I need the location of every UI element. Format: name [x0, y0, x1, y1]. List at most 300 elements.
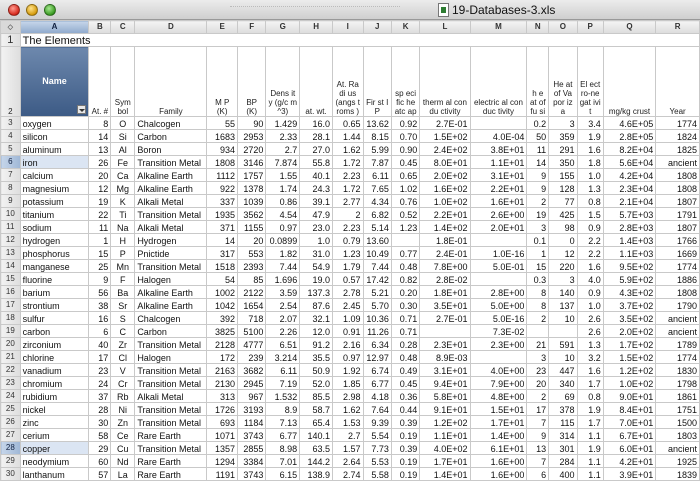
- data-cell[interactable]: 1861: [656, 390, 700, 403]
- data-cell[interactable]: 12.0: [300, 325, 333, 338]
- data-cell[interactable]: 2720: [237, 143, 265, 156]
- data-cell[interactable]: 0.19: [391, 468, 419, 481]
- data-cell[interactable]: 15: [527, 260, 549, 273]
- element-name-cell[interactable]: rubidium: [20, 390, 89, 403]
- data-cell[interactable]: 1.8E-01: [420, 234, 470, 247]
- row-header[interactable]: 7: [1, 169, 21, 182]
- column-header-b[interactable]: B: [89, 21, 111, 34]
- data-cell[interactable]: 8.9E-03: [420, 351, 470, 364]
- data-cell[interactable]: 5.7E+03: [603, 208, 655, 221]
- column-header-n[interactable]: N: [527, 21, 549, 34]
- data-cell[interactable]: 23: [527, 364, 549, 377]
- data-cell[interactable]: 17: [89, 351, 111, 364]
- data-cell[interactable]: Chalcogen: [135, 117, 207, 130]
- element-name-cell[interactable]: strontium: [20, 299, 89, 312]
- element-name-cell[interactable]: hydrogen: [20, 234, 89, 247]
- column-header-i[interactable]: I: [332, 21, 363, 34]
- element-name-cell[interactable]: zinc: [20, 416, 89, 429]
- data-cell[interactable]: 0.20: [391, 286, 419, 299]
- data-cell[interactable]: 22: [89, 208, 111, 221]
- data-cell[interactable]: 1807: [656, 195, 700, 208]
- row-header[interactable]: 5: [1, 143, 21, 156]
- data-cell[interactable]: 7.64: [363, 403, 391, 416]
- data-cell[interactable]: Cl: [111, 351, 135, 364]
- data-cell[interactable]: 1.2E+02: [420, 416, 470, 429]
- data-cell[interactable]: Alkali Metal: [135, 195, 207, 208]
- data-cell[interactable]: 1.4E+03: [603, 234, 655, 247]
- data-cell[interactable]: 0.2: [527, 117, 549, 130]
- data-cell[interactable]: La: [111, 468, 135, 481]
- data-cell[interactable]: 77: [549, 195, 577, 208]
- data-cell[interactable]: 4.2E+01: [603, 455, 655, 468]
- data-cell[interactable]: 50: [527, 130, 549, 143]
- data-cell[interactable]: 19: [89, 195, 111, 208]
- data-cell[interactable]: 2.6: [577, 325, 603, 338]
- data-cell[interactable]: 2.0E+02: [420, 169, 470, 182]
- data-cell[interactable]: O: [111, 117, 135, 130]
- column-header-l[interactable]: L: [420, 21, 470, 34]
- data-cell[interactable]: 1.1: [577, 468, 603, 481]
- data-cell[interactable]: 1.74: [266, 182, 300, 195]
- data-cell[interactable]: [527, 325, 549, 338]
- data-cell[interactable]: 7.44: [363, 260, 391, 273]
- data-cell[interactable]: 0.71: [391, 325, 419, 338]
- data-cell[interactable]: 1.1E+03: [603, 247, 655, 260]
- data-cell[interactable]: 0.8: [577, 390, 603, 403]
- data-cell[interactable]: 52.0: [300, 377, 333, 390]
- data-cell[interactable]: 301: [549, 442, 577, 455]
- data-cell[interactable]: 1.696: [266, 273, 300, 286]
- data-cell[interactable]: 3.4: [577, 117, 603, 130]
- data-cell[interactable]: P: [111, 247, 135, 260]
- data-cell[interactable]: 47.9: [300, 208, 333, 221]
- field-header-cell[interactable]: M P (K): [207, 47, 238, 117]
- data-cell[interactable]: 0.86: [266, 195, 300, 208]
- data-cell[interactable]: 2163: [207, 364, 238, 377]
- data-cell[interactable]: 0.9: [577, 286, 603, 299]
- data-cell[interactable]: 5.21: [363, 286, 391, 299]
- data-cell[interactable]: 1.02: [391, 182, 419, 195]
- data-cell[interactable]: 115: [549, 416, 577, 429]
- data-cell[interactable]: 1766: [656, 234, 700, 247]
- data-cell[interactable]: 2.4E-01: [420, 247, 470, 260]
- data-cell[interactable]: 6.0E+01: [603, 442, 655, 455]
- data-cell[interactable]: 3.214: [266, 351, 300, 364]
- data-cell[interactable]: 1.6: [577, 260, 603, 273]
- data-cell[interactable]: 4.0E+00: [470, 364, 527, 377]
- row-header[interactable]: 13: [1, 247, 21, 260]
- data-cell[interactable]: 5.0E+00: [470, 299, 527, 312]
- data-cell[interactable]: 12: [549, 247, 577, 260]
- data-cell[interactable]: Hydrogen: [135, 234, 207, 247]
- element-name-cell[interactable]: chromium: [20, 377, 89, 390]
- data-cell[interactable]: Alkali Metal: [135, 390, 207, 403]
- data-cell[interactable]: 144.2: [300, 455, 333, 468]
- data-cell[interactable]: Transition Metal: [135, 338, 207, 351]
- data-cell[interactable]: Carbon: [135, 130, 207, 143]
- data-cell[interactable]: ancient: [656, 156, 700, 169]
- data-cell[interactable]: 1.7E+01: [420, 455, 470, 468]
- data-cell[interactable]: 5100: [237, 325, 265, 338]
- data-cell[interactable]: 7.874: [266, 156, 300, 169]
- data-cell[interactable]: 1751: [656, 403, 700, 416]
- data-cell[interactable]: 0.1: [527, 234, 549, 247]
- data-cell[interactable]: 7.13: [266, 416, 300, 429]
- data-cell[interactable]: 0.57: [332, 273, 363, 286]
- data-cell[interactable]: 20: [89, 169, 111, 182]
- data-cell[interactable]: 3: [527, 221, 549, 234]
- data-cell[interactable]: 1774: [656, 117, 700, 130]
- data-cell[interactable]: 9: [527, 169, 549, 182]
- data-cell[interactable]: 2.1E+04: [603, 195, 655, 208]
- row-header[interactable]: 29: [1, 455, 21, 468]
- row-header[interactable]: 26: [1, 416, 21, 429]
- field-header-cell[interactable]: Sym bol: [111, 47, 135, 117]
- data-cell[interactable]: 1.4E+01: [420, 468, 470, 481]
- data-cell[interactable]: 2.8E-02: [420, 273, 470, 286]
- field-header-cell[interactable]: El ect ro-ne gat ivit: [577, 47, 603, 117]
- data-cell[interactable]: 155: [549, 169, 577, 182]
- data-cell[interactable]: 1.1E+01: [470, 156, 527, 169]
- data-cell[interactable]: 19.0: [300, 273, 333, 286]
- data-cell[interactable]: 3.8E+01: [470, 143, 527, 156]
- data-cell[interactable]: 8: [527, 286, 549, 299]
- spreadsheet-grid[interactable]: [0, 20, 700, 481]
- data-cell[interactable]: 1042: [207, 299, 238, 312]
- data-cell[interactable]: 0.82: [391, 273, 419, 286]
- data-cell[interactable]: 1.7: [577, 416, 603, 429]
- data-cell[interactable]: 17: [527, 403, 549, 416]
- data-cell[interactable]: 2.7E-01: [420, 312, 470, 325]
- data-cell[interactable]: 40: [89, 338, 111, 351]
- data-cell[interactable]: 7.19: [266, 377, 300, 390]
- data-cell[interactable]: 1.429: [266, 117, 300, 130]
- data-cell[interactable]: Alkaline Earth: [135, 169, 207, 182]
- data-cell[interactable]: [470, 351, 527, 364]
- data-cell[interactable]: Transition Metal: [135, 364, 207, 377]
- data-cell[interactable]: 1.5E+02: [603, 351, 655, 364]
- data-cell[interactable]: 313: [207, 390, 238, 403]
- data-cell[interactable]: 6.11: [363, 169, 391, 182]
- data-cell[interactable]: 220: [549, 260, 577, 273]
- field-header-cell[interactable]: therm al condu ctivity: [420, 47, 470, 117]
- column-header-r[interactable]: R: [656, 21, 700, 34]
- data-cell[interactable]: 2.98: [332, 390, 363, 403]
- data-cell[interactable]: Ce: [111, 429, 135, 442]
- data-cell[interactable]: 9.4E+01: [420, 377, 470, 390]
- select-all-corner[interactable]: ◇: [1, 21, 21, 34]
- data-cell[interactable]: 32.1: [300, 312, 333, 325]
- row-header[interactable]: 24: [1, 390, 21, 403]
- data-cell[interactable]: 1.5E+01: [470, 403, 527, 416]
- data-cell[interactable]: Transition Metal: [135, 208, 207, 221]
- data-cell[interactable]: 1.72: [332, 182, 363, 195]
- data-cell[interactable]: 2.74: [332, 468, 363, 481]
- column-header-p[interactable]: P: [577, 21, 603, 34]
- data-cell[interactable]: 371: [207, 221, 238, 234]
- data-cell[interactable]: 57: [89, 468, 111, 481]
- data-cell[interactable]: 3.9E+01: [603, 468, 655, 481]
- data-cell[interactable]: 1.09: [332, 312, 363, 325]
- data-cell[interactable]: C: [111, 325, 135, 338]
- data-cell[interactable]: 6.77: [266, 429, 300, 442]
- data-cell[interactable]: Al: [111, 143, 135, 156]
- data-cell[interactable]: 5.8E+01: [420, 390, 470, 403]
- data-cell[interactable]: 2130: [207, 377, 238, 390]
- column-header-c[interactable]: C: [111, 21, 135, 34]
- data-cell[interactable]: 934: [207, 143, 238, 156]
- data-cell[interactable]: 15: [89, 247, 111, 260]
- data-cell[interactable]: 378: [549, 403, 577, 416]
- data-cell[interactable]: 39.1: [300, 195, 333, 208]
- data-cell[interactable]: Na: [111, 221, 135, 234]
- data-cell[interactable]: 9.0E+01: [603, 390, 655, 403]
- column-header-f[interactable]: F: [237, 21, 265, 34]
- row-header[interactable]: 12: [1, 234, 21, 247]
- data-cell[interactable]: 1184: [237, 416, 265, 429]
- data-cell[interactable]: 1.532: [266, 390, 300, 403]
- data-cell[interactable]: 1925: [656, 455, 700, 468]
- data-cell[interactable]: ancient: [656, 312, 700, 325]
- column-header-k[interactable]: K: [391, 21, 419, 34]
- row-header[interactable]: 2: [1, 47, 21, 117]
- data-cell[interactable]: 8: [89, 117, 111, 130]
- data-cell[interactable]: 87.6: [300, 299, 333, 312]
- data-cell[interactable]: 8.15: [363, 130, 391, 143]
- data-cell[interactable]: 2.45: [332, 299, 363, 312]
- data-cell[interactable]: 60: [89, 455, 111, 468]
- row-header[interactable]: 23: [1, 377, 21, 390]
- data-cell[interactable]: 1825: [656, 143, 700, 156]
- data-cell[interactable]: 0.97: [266, 221, 300, 234]
- data-cell[interactable]: 1803: [656, 429, 700, 442]
- row-header[interactable]: 19: [1, 325, 21, 338]
- data-cell[interactable]: Mg: [111, 182, 135, 195]
- field-header-cell[interactable]: at. wt.: [300, 47, 333, 117]
- data-cell[interactable]: 3.5E+01: [420, 299, 470, 312]
- data-cell[interactable]: 1.8E+01: [420, 286, 470, 299]
- column-header-e[interactable]: E: [207, 21, 238, 34]
- data-cell[interactable]: 6.1E+01: [470, 442, 527, 455]
- element-name-cell[interactable]: potassium: [20, 195, 89, 208]
- element-name-cell[interactable]: vanadium: [20, 364, 89, 377]
- data-cell[interactable]: 0.8: [577, 195, 603, 208]
- data-cell[interactable]: 1.0E-16: [470, 247, 527, 260]
- field-header-cell[interactable]: He at of Va por iza: [549, 47, 577, 117]
- data-cell[interactable]: 2: [332, 208, 363, 221]
- row-header[interactable]: 6: [1, 156, 21, 169]
- column-header-j[interactable]: J: [363, 21, 391, 34]
- element-name-cell[interactable]: phosphorus: [20, 247, 89, 260]
- data-cell[interactable]: Rare Earth: [135, 455, 207, 468]
- data-cell[interactable]: 85.5: [300, 390, 333, 403]
- data-cell[interactable]: Carbon: [135, 325, 207, 338]
- data-cell[interactable]: Cr: [111, 377, 135, 390]
- data-cell[interactable]: Boron: [135, 143, 207, 156]
- data-cell[interactable]: 3.1E+01: [470, 169, 527, 182]
- data-cell[interactable]: 2.3E+01: [420, 338, 470, 351]
- data-cell[interactable]: 5.53: [363, 455, 391, 468]
- data-cell[interactable]: 5.54: [363, 429, 391, 442]
- field-header-cell[interactable]: mg/kg crust: [603, 47, 655, 117]
- data-cell[interactable]: 13.60: [363, 234, 391, 247]
- data-cell[interactable]: 0.92: [391, 117, 419, 130]
- data-cell[interactable]: Ni: [111, 403, 135, 416]
- data-cell[interactable]: 1.0: [577, 169, 603, 182]
- data-cell[interactable]: 1824: [656, 130, 700, 143]
- data-cell[interactable]: 23: [89, 364, 111, 377]
- data-cell[interactable]: 1.3: [577, 182, 603, 195]
- data-cell[interactable]: 7.65: [363, 182, 391, 195]
- data-cell[interactable]: Zr: [111, 338, 135, 351]
- data-cell[interactable]: 3.2: [577, 351, 603, 364]
- data-cell[interactable]: 2: [527, 195, 549, 208]
- data-cell[interactable]: 11: [89, 221, 111, 234]
- row-header[interactable]: 22: [1, 364, 21, 377]
- data-cell[interactable]: 4.8E+00: [470, 390, 527, 403]
- data-cell[interactable]: 0.52: [391, 208, 419, 221]
- data-cell[interactable]: 1.6: [577, 143, 603, 156]
- data-cell[interactable]: 7: [527, 416, 549, 429]
- data-cell[interactable]: 0.97: [332, 351, 363, 364]
- row-header[interactable]: 27: [1, 429, 21, 442]
- data-cell[interactable]: 5.99: [363, 143, 391, 156]
- data-cell[interactable]: 13: [527, 442, 549, 455]
- data-cell[interactable]: 239: [237, 351, 265, 364]
- element-name-cell[interactable]: calcium: [20, 169, 89, 182]
- data-cell[interactable]: 0.79: [332, 234, 363, 247]
- data-cell[interactable]: 1808: [656, 182, 700, 195]
- name-header-cell[interactable]: Name: [20, 47, 89, 117]
- data-cell[interactable]: 0.28: [391, 338, 419, 351]
- data-cell[interactable]: 69: [549, 390, 577, 403]
- data-cell[interactable]: 0.3: [527, 273, 549, 286]
- data-cell[interactable]: 1.7E+02: [603, 338, 655, 351]
- element-name-cell[interactable]: cerium: [20, 429, 89, 442]
- row-header[interactable]: 30: [1, 468, 21, 481]
- data-cell[interactable]: Fe: [111, 156, 135, 169]
- data-cell[interactable]: 1830: [656, 364, 700, 377]
- data-cell[interactable]: 591: [549, 338, 577, 351]
- data-cell[interactable]: 0.30: [391, 299, 419, 312]
- data-cell[interactable]: Alkaline Earth: [135, 299, 207, 312]
- data-cell[interactable]: 14: [527, 156, 549, 169]
- data-cell[interactable]: 35.5: [300, 351, 333, 364]
- data-cell[interactable]: 2.26: [266, 325, 300, 338]
- element-name-cell[interactable]: nickel: [20, 403, 89, 416]
- data-cell[interactable]: 2.64: [332, 455, 363, 468]
- data-cell[interactable]: 1789: [656, 338, 700, 351]
- data-cell[interactable]: Ba: [111, 286, 135, 299]
- data-cell[interactable]: 1.23: [391, 221, 419, 234]
- data-cell[interactable]: 2.0E+01: [470, 221, 527, 234]
- data-cell[interactable]: 1.1: [577, 429, 603, 442]
- row-header[interactable]: 11: [1, 221, 21, 234]
- data-cell[interactable]: 16.0: [300, 117, 333, 130]
- data-cell[interactable]: 8: [527, 299, 549, 312]
- row-header[interactable]: 4: [1, 130, 21, 143]
- data-cell[interactable]: 40.1: [300, 169, 333, 182]
- data-cell[interactable]: 1774: [656, 260, 700, 273]
- data-cell[interactable]: 2.2E+01: [470, 182, 527, 195]
- data-cell[interactable]: 23.0: [300, 221, 333, 234]
- data-cell[interactable]: 3: [527, 351, 549, 364]
- data-cell[interactable]: 0.70: [391, 130, 419, 143]
- data-cell[interactable]: 2.8E+00: [470, 286, 527, 299]
- data-cell[interactable]: 1.6E+01: [470, 195, 527, 208]
- row-header[interactable]: 16: [1, 286, 21, 299]
- data-cell[interactable]: 9: [527, 429, 549, 442]
- data-cell[interactable]: 1654: [237, 299, 265, 312]
- data-cell[interactable]: Nd: [111, 455, 135, 468]
- data-cell[interactable]: 91.2: [300, 338, 333, 351]
- data-cell[interactable]: 6.11: [266, 364, 300, 377]
- field-header-cell[interactable]: Year: [656, 47, 700, 117]
- data-cell[interactable]: 3193: [237, 403, 265, 416]
- data-cell[interactable]: 2.7E-01: [420, 117, 470, 130]
- data-cell[interactable]: 19: [527, 208, 549, 221]
- element-name-cell[interactable]: sulfur: [20, 312, 89, 325]
- data-cell[interactable]: 137: [549, 299, 577, 312]
- data-cell[interactable]: 2.6E+00: [470, 208, 527, 221]
- data-cell[interactable]: 1112: [207, 169, 238, 182]
- data-cell[interactable]: 54: [207, 273, 238, 286]
- data-cell[interactable]: 10: [549, 312, 577, 325]
- data-cell[interactable]: 2128: [207, 338, 238, 351]
- data-cell[interactable]: 2.2: [577, 234, 603, 247]
- data-cell[interactable]: 6.34: [363, 338, 391, 351]
- data-cell[interactable]: 350: [549, 156, 577, 169]
- data-cell[interactable]: V: [111, 364, 135, 377]
- data-cell[interactable]: 1071: [207, 429, 238, 442]
- data-cell[interactable]: 2855: [237, 442, 265, 455]
- element-name-cell[interactable]: zirconium: [20, 338, 89, 351]
- data-cell[interactable]: 98: [549, 221, 577, 234]
- data-cell[interactable]: Cu: [111, 442, 135, 455]
- data-cell[interactable]: 54.9: [300, 260, 333, 273]
- data-cell[interactable]: 25: [89, 260, 111, 273]
- data-cell[interactable]: 4.6E+05: [603, 117, 655, 130]
- data-cell[interactable]: Rare Earth: [135, 429, 207, 442]
- data-cell[interactable]: 1791: [656, 208, 700, 221]
- data-cell[interactable]: 0.45: [391, 377, 419, 390]
- data-cell[interactable]: Si: [111, 130, 135, 143]
- data-cell[interactable]: 0.76: [391, 195, 419, 208]
- data-cell[interactable]: 1.0E+02: [603, 377, 655, 390]
- data-cell[interactable]: 1683: [207, 130, 238, 143]
- data-cell[interactable]: 3: [549, 273, 577, 286]
- data-cell[interactable]: 0.90: [391, 143, 419, 156]
- data-cell[interactable]: 28.1: [300, 130, 333, 143]
- data-cell[interactable]: 30: [89, 416, 111, 429]
- data-cell[interactable]: 3743: [237, 468, 265, 481]
- data-cell[interactable]: 1.62: [332, 143, 363, 156]
- data-cell[interactable]: 1002: [207, 286, 238, 299]
- data-cell[interactable]: 1.5E+02: [420, 130, 470, 143]
- data-cell[interactable]: 1: [527, 247, 549, 260]
- data-cell[interactable]: 1.79: [332, 260, 363, 273]
- data-cell[interactable]: 1.23: [332, 247, 363, 260]
- data-cell[interactable]: 7.87: [363, 156, 391, 169]
- data-cell[interactable]: 6.77: [363, 377, 391, 390]
- field-header-cell[interactable]: Fir st IP: [363, 47, 391, 117]
- element-name-cell[interactable]: aluminum: [20, 143, 89, 156]
- data-cell[interactable]: 1.0: [577, 299, 603, 312]
- row-header[interactable]: 28: [1, 442, 21, 455]
- data-cell[interactable]: K: [111, 195, 135, 208]
- data-cell[interactable]: 1.57: [332, 442, 363, 455]
- element-name-cell[interactable]: silicon: [20, 130, 89, 143]
